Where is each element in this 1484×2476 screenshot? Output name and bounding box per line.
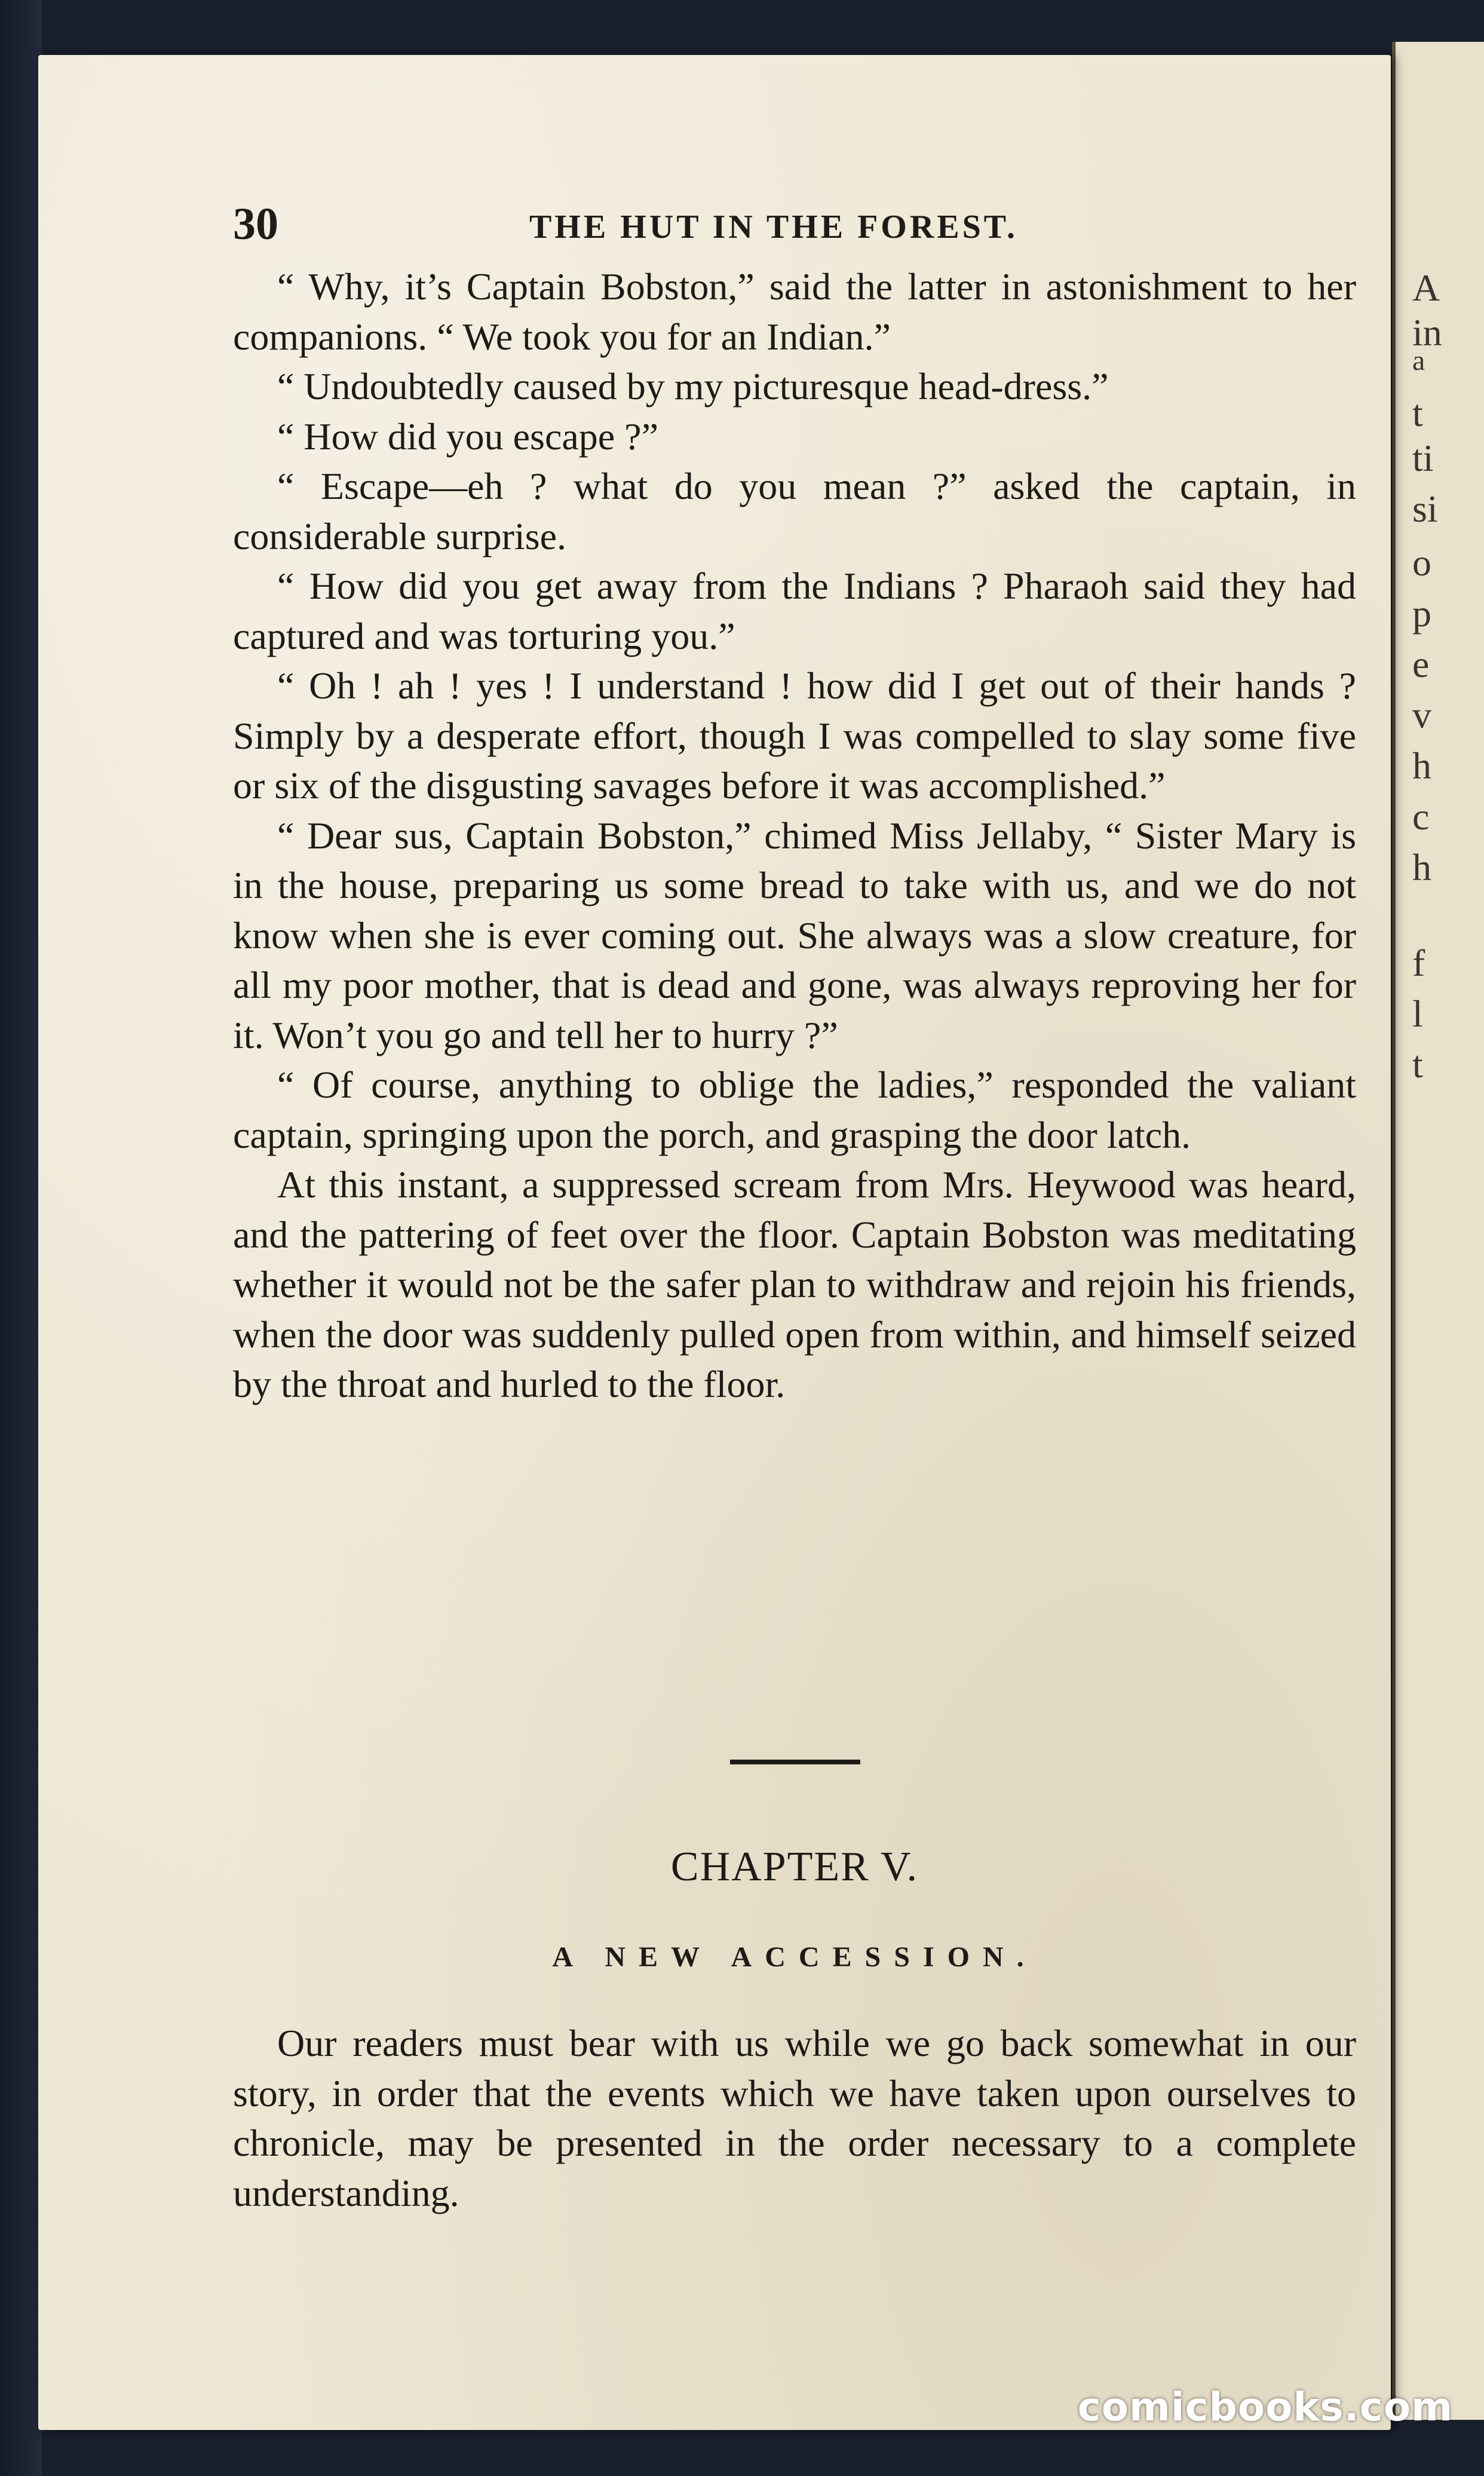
paragraph: “ Undoubtedly caused by my picturesque head-dress.” bbox=[277, 365, 1109, 407]
paragraph: “ Oh ! ah ! yes ! I understand ! how did I get out of their hands ? Simply by a desperate effort, though I was compelled to slay some five or six of the disgusting savages before it was accomplished.” bbox=[233, 664, 1356, 807]
adjacent-page-fragment: p bbox=[1412, 592, 1431, 635]
page-number: 30 bbox=[233, 199, 278, 249]
chapter-title: CHAPTER V. bbox=[670, 1844, 919, 1890]
paragraph: At this instant, a suppressed scream from Mrs. Heywood was heard, and the pattering of feet over the floor. Captain Bobston was meditating whether it would not be the safer plan to withdraw and rejoin his friends, when the door was suddenly pulled open from within, and himself seized by the throat and hurled to the floor. bbox=[233, 1163, 1356, 1405]
adjacent-page-fragment: o bbox=[1412, 541, 1431, 584]
adjacent-page-fragment: h bbox=[1412, 846, 1431, 888]
site-watermark: comicbooks.com bbox=[1077, 2384, 1453, 2430]
adjacent-page-fragment: si bbox=[1412, 488, 1438, 530]
chapter-subtitle: A NEW ACCESSION. bbox=[552, 1941, 1037, 1973]
paragraph: “ How did you get away from the Indians ? Pharaoh said they had captured and was torturing you.” bbox=[233, 565, 1356, 657]
paragraph: “ How did you escape ?” bbox=[277, 415, 658, 458]
section-divider-rule bbox=[730, 1760, 860, 1764]
adjacent-page-fragment: e bbox=[1412, 643, 1430, 685]
adjacent-page-fragment: l bbox=[1412, 992, 1423, 1035]
adjacent-page-fragment: f bbox=[1412, 942, 1425, 984]
adjacent-page-fragment: a bbox=[1412, 345, 1425, 376]
adjacent-page-edge bbox=[1392, 42, 1484, 2420]
book-spine-edge bbox=[0, 0, 42, 2476]
adjacent-page-fragment: ti bbox=[1412, 437, 1434, 479]
adjacent-page-fragment: c bbox=[1412, 795, 1430, 838]
running-header: THE HUT IN THE FOREST. bbox=[529, 209, 1018, 246]
paragraph: “ Why, it’s Captain Bobston,” said the latter in astonishment to her companions. “ We took you for an Indian.” bbox=[233, 265, 1356, 358]
paragraph: “ Escape—eh ? what do you mean ?” asked the captain, in considerable surprise. bbox=[233, 465, 1356, 557]
adjacent-page-fragment: h bbox=[1412, 744, 1431, 787]
chapter-text bbox=[233, 2018, 1356, 2218]
paragraph: Our readers must bear with us while we go back somewhat in our story, in order that the events which we have taken upon ourselves to chronicle, may be presented in the order necessary to a complete understanding. bbox=[233, 2022, 1356, 2214]
section-one-text bbox=[233, 262, 1356, 1409]
adjacent-page-fragment: in bbox=[1412, 311, 1442, 354]
adjacent-page-fragment: A bbox=[1412, 266, 1440, 309]
adjacent-page-fragment: v bbox=[1412, 694, 1431, 736]
adjacent-page-fragment: t bbox=[1412, 392, 1423, 434]
paragraph: “ Dear sus, Captain Bobston,” chimed Miss Jellaby, “ Sister Mary is in the house, preparing us some bread to take with us, and we do not know when she is ever coming out. She always was a slow creature, for all my poor mother, that is dead and gone, was always reproving her for it. Won’t you go and tell her to hurry ?” bbox=[233, 814, 1356, 1056]
paragraph: “ Of course, anything to oblige the ladies,” responded the valiant captain, springing upon the porch, and grasping the door latch. bbox=[233, 1064, 1356, 1156]
adjacent-page-fragment: t bbox=[1412, 1043, 1423, 1086]
